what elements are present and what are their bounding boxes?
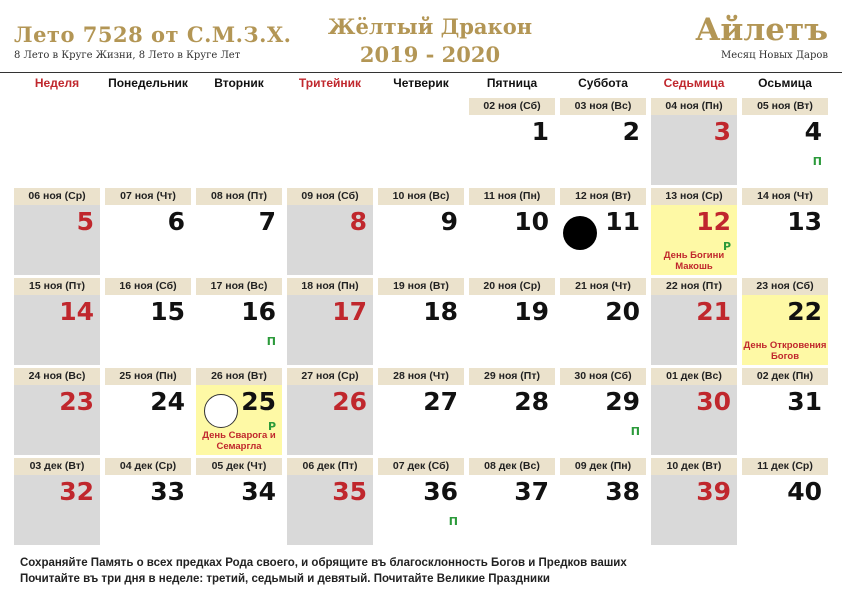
gregorian-date-label: 04 дек (Ср)	[105, 458, 191, 475]
day-number: 10	[514, 207, 549, 236]
day-cell	[469, 188, 555, 275]
day-number: 26	[332, 387, 367, 416]
day-number: 22	[787, 297, 822, 326]
day-cell	[287, 188, 373, 275]
gregorian-date-label: 07 дек (Сб)	[378, 458, 464, 475]
day-cell	[742, 188, 828, 275]
day-cell	[105, 458, 191, 545]
weekday-label: Тритейник	[298, 76, 362, 90]
day-cell	[560, 278, 646, 365]
gregorian-date-label: 13 ноя (Ср)	[651, 188, 737, 205]
gregorian-date-label: 09 дек (Пн)	[560, 458, 646, 475]
year-title: Лето 7528 от С.М.З.Х.	[14, 22, 292, 47]
day-cell	[469, 278, 555, 365]
day-number: 3	[713, 117, 731, 146]
day-number: 35	[332, 477, 367, 506]
gregorian-date-label: 25 ноя (Пн)	[105, 368, 191, 385]
calendar-header	[0, 0, 842, 72]
day-cell	[378, 458, 464, 545]
gregorian-date-label: 09 ноя (Сб)	[287, 188, 373, 205]
day-number: 23	[59, 387, 94, 416]
gregorian-date-label: 27 ноя (Ср)	[287, 368, 373, 385]
gregorian-date-label: 05 дек (Чт)	[196, 458, 282, 475]
day-number: 30	[696, 387, 731, 416]
day-mark-letter: Р	[722, 240, 731, 253]
day-cell	[196, 458, 282, 545]
gregorian-date-label: 05 ноя (Вт)	[742, 98, 828, 115]
day-number: 20	[605, 297, 640, 326]
day-number: 39	[696, 477, 731, 506]
day-number: 19	[514, 297, 549, 326]
day-cell	[14, 188, 100, 275]
gregorian-date-label: 19 ноя (Вт)	[378, 278, 464, 295]
day-cell	[378, 188, 464, 275]
gregorian-date-label: 02 ноя (Сб)	[469, 98, 555, 115]
gregorian-date-label: 03 ноя (Вс)	[560, 98, 646, 115]
day-cell	[742, 368, 828, 455]
day-number: 21	[696, 297, 731, 326]
day-number: 34	[241, 477, 276, 506]
gregorian-date-label: 20 ноя (Ср)	[469, 278, 555, 295]
day-cell	[469, 368, 555, 455]
day-number: 4	[804, 117, 822, 146]
gregorian-date-label: 11 дек (Ср)	[742, 458, 828, 475]
day-cell	[651, 98, 737, 185]
weekday-label: Седьмица	[663, 76, 725, 90]
day-number: 25	[241, 387, 276, 416]
gregorian-date-label: 23 ноя (Сб)	[742, 278, 828, 295]
day-number: 5	[76, 207, 94, 236]
day-cell	[105, 188, 191, 275]
footer-note	[20, 555, 627, 587]
day-number: 14	[59, 297, 94, 326]
gregorian-date-label: 04 ноя (Пн)	[651, 98, 737, 115]
day-number: 6	[167, 207, 185, 236]
day-number: 36	[423, 477, 458, 506]
gregorian-date-label: 17 ноя (Вс)	[196, 278, 282, 295]
weekday-label: Вторник	[214, 76, 264, 90]
year-subtitle: 8 Лето в Круге Жизни, 8 Лето в Круге Лет	[14, 50, 241, 61]
month-name: Айлетъ	[695, 12, 828, 48]
gregorian-date-label: 18 ноя (Пн)	[287, 278, 373, 295]
gregorian-date-label: 06 дек (Пт)	[287, 458, 373, 475]
day-number: 15	[150, 297, 185, 326]
gregorian-date-label: 03 дек (Вт)	[14, 458, 100, 475]
day-cell	[378, 368, 464, 455]
gregorian-date-label: 21 ноя (Чт)	[560, 278, 646, 295]
gregorian-date-label: 07 ноя (Чт)	[105, 188, 191, 205]
day-mark-letter: П	[448, 515, 458, 528]
footer-line-2: Почитайте въ три дня в неделе: третий, седьмый и девятый. Почитайте Великие Праздники	[20, 573, 550, 585]
gregorian-years: 2019 - 2020	[359, 42, 501, 67]
gregorian-date-label: 02 дек (Пн)	[742, 368, 828, 385]
day-cell	[14, 278, 100, 365]
day-number: 8	[349, 207, 367, 236]
day-cell	[105, 278, 191, 365]
new-moon-icon	[563, 216, 597, 250]
day-cell	[14, 458, 100, 545]
day-number: 32	[59, 477, 94, 506]
gregorian-date-label: 01 дек (Вс)	[651, 368, 737, 385]
gregorian-date-label: 11 ноя (Пн)	[469, 188, 555, 205]
day-cell	[742, 98, 828, 185]
day-cell	[196, 368, 282, 455]
day-cell	[196, 188, 282, 275]
day-cell	[651, 188, 737, 275]
gregorian-date-label: 10 ноя (Вс)	[378, 188, 464, 205]
day-mark-letter: П	[266, 335, 276, 348]
holiday-label: День Богини Макошь	[663, 250, 725, 272]
day-cell	[651, 368, 737, 455]
day-number: 28	[514, 387, 549, 416]
day-number: 38	[605, 477, 640, 506]
day-cell	[196, 278, 282, 365]
day-number: 2	[622, 117, 640, 146]
day-number: 37	[514, 477, 549, 506]
day-mark-letter: П	[630, 425, 640, 438]
day-number: 27	[423, 387, 458, 416]
day-number: 9	[440, 207, 458, 236]
day-cell	[378, 278, 464, 365]
day-cell	[742, 458, 828, 545]
day-cell	[287, 458, 373, 545]
day-cell	[560, 368, 646, 455]
day-cell	[287, 368, 373, 455]
gregorian-date-label: 15 ноя (Пт)	[14, 278, 100, 295]
day-number: 12	[696, 207, 731, 236]
day-number: 24	[150, 387, 185, 416]
day-cell	[469, 98, 555, 185]
day-cell	[14, 368, 100, 455]
month-subtitle: Месяц Новых Даров	[721, 50, 828, 61]
day-number: 17	[332, 297, 367, 326]
day-mark-letter: П	[812, 155, 822, 168]
day-cell	[287, 278, 373, 365]
day-cell	[469, 458, 555, 545]
day-cell	[742, 278, 828, 365]
day-cell	[560, 98, 646, 185]
gregorian-date-label: 28 ноя (Чт)	[378, 368, 464, 385]
day-number: 13	[787, 207, 822, 236]
gregorian-date-label: 14 ноя (Чт)	[742, 188, 828, 205]
gregorian-date-label: 16 ноя (Сб)	[105, 278, 191, 295]
gregorian-date-label: 10 дек (Вт)	[651, 458, 737, 475]
gregorian-date-label: 30 ноя (Сб)	[560, 368, 646, 385]
gregorian-date-label: 08 дек (Вс)	[469, 458, 555, 475]
footer-line-1: Сохраняйте Память о всех предках Рода своего, и обрящите въ благосклонность Богов и Предков ваших	[20, 557, 627, 569]
weekday-label: Суббота	[578, 76, 628, 90]
holiday-label: День Сварога и Семаргла	[202, 430, 276, 452]
gregorian-date-label: 06 ноя (Ср)	[14, 188, 100, 205]
day-number: 31	[787, 387, 822, 416]
day-cell	[560, 188, 646, 275]
day-number: 16	[241, 297, 276, 326]
gregorian-date-label: 29 ноя (Пт)	[469, 368, 555, 385]
weekday-label: Осьмица	[758, 76, 812, 90]
day-number: 11	[605, 207, 640, 236]
day-number: 40	[787, 477, 822, 506]
day-number: 29	[605, 387, 640, 416]
gregorian-date-label: 24 ноя (Вс)	[14, 368, 100, 385]
gregorian-date-label: 22 ноя (Пт)	[651, 278, 737, 295]
day-cell	[651, 278, 737, 365]
weekday-label: Неделя	[34, 76, 80, 90]
day-number: 33	[150, 477, 185, 506]
day-number: 1	[531, 117, 549, 146]
gregorian-date-label: 26 ноя (Вт)	[196, 368, 282, 385]
weekday-label: Понедельник	[108, 76, 188, 90]
year-animal-title: Жёлтый Дракон	[327, 14, 533, 39]
day-number: 7	[258, 207, 276, 236]
weekday-label: Пятница	[486, 76, 538, 90]
weekday-label: Четверик	[393, 76, 449, 90]
gregorian-date-label: 08 ноя (Пт)	[196, 188, 282, 205]
full-moon-icon	[204, 394, 238, 428]
day-mark-letter: Р	[267, 420, 276, 433]
weekday-row	[0, 72, 842, 93]
gregorian-date-label: 12 ноя (Вт)	[560, 188, 646, 205]
day-cell	[560, 458, 646, 545]
day-cell	[105, 368, 191, 455]
holiday-label: День Откровения Богов	[743, 340, 827, 362]
day-cell	[651, 458, 737, 545]
day-number: 18	[423, 297, 458, 326]
